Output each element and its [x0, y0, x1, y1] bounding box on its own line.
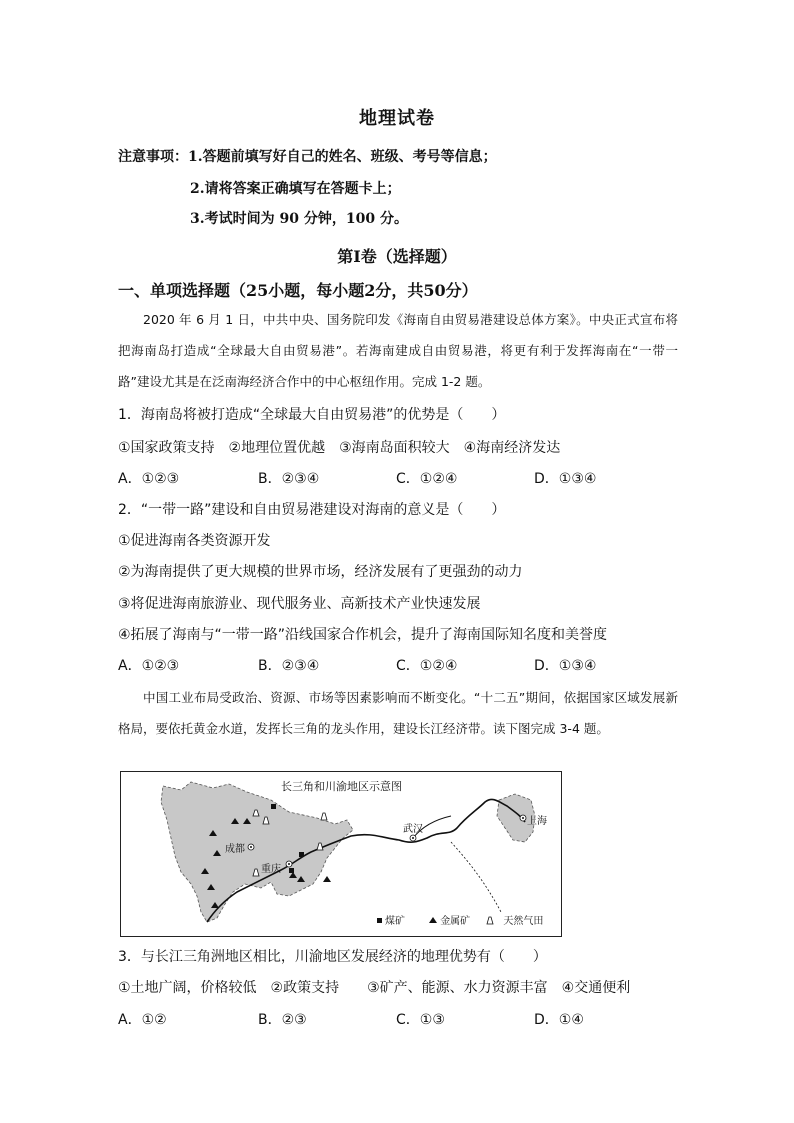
q2-item-1: ①促进海南各类资源开发: [118, 533, 271, 549]
chengdu-dot-center: [250, 846, 252, 848]
passage-1: [118, 304, 678, 397]
q1-option-a[interactable]: A．①②③: [118, 471, 180, 487]
coal-mark: [271, 804, 276, 809]
map-legend: [373, 912, 557, 927]
city-label-wuhan: 武汉: [403, 824, 423, 835]
q2-option-c[interactable]: C．①②④: [396, 658, 458, 674]
city-label-chengdu: 成都: [225, 844, 245, 855]
metal-ore-mark: [323, 876, 331, 882]
part-title: 一、单项选择题（25小题，每小题2分，共50分）: [118, 281, 478, 300]
notes-first-line: [118, 146, 497, 166]
coal-mark: [289, 868, 294, 873]
shanghai-dot-center: [522, 817, 524, 819]
legend-metal-label: 金属矿: [440, 916, 471, 927]
passage-2-text: 中国工业布局受政治、资源、市场等因素影响而不断变化。“十二五”期间，依据国家区域发展新格局，要依托黄金水道，发挥长三角的龙头作用，建设长江经济带。读下图完成 3-4 题。: [118, 690, 678, 736]
section-title: 第Ⅰ卷（选择题）: [337, 247, 457, 266]
q1-items: ①国家政策支持 ②地理位置优越 ③海南岛面积较大 ④海南经济发达: [118, 440, 561, 456]
q2-item-3: ③将促进海南旅游业、现代服务业、高新技术产业快速发展: [118, 596, 481, 612]
exam-title: 地理试卷: [359, 108, 435, 129]
q1-option-d[interactable]: D．①③④: [534, 471, 597, 487]
q3-option-b[interactable]: B．②③: [258, 1012, 307, 1028]
yangtze-map-figure: [120, 771, 562, 937]
gas-field-mark: [321, 813, 327, 820]
q2-option-a[interactable]: A．①②③: [118, 658, 180, 674]
q2-item-2: ②为海南提供了更大规模的世界市场，经济发展有了更强劲的动力: [118, 564, 523, 580]
passage-1-text: 2020 年 6 月 1 日，中共中央、国务院印发《海南自由贸易港建设总体方案》。中央正式宣布将把海南岛打造成“全球最大自由贸易港”。若海南建成自由贸易港，将更有利于发挥海南在“一带一路”建设尤其是在泛南海经济合作中的中心枢纽作用。完成 1-2 题。: [118, 312, 678, 389]
passage-2: [118, 682, 678, 744]
map-title: 长三角和川渝地区示意图: [281, 780, 402, 793]
wuhan-dot-center: [412, 837, 414, 839]
notes-item-3: 3.考试时间为 90 分钟，100 分。: [190, 211, 408, 227]
q3-items: ①土地广阔，价格较低 ②政策支持 ③矿产、能源、水力资源丰富 ④交通便利: [118, 980, 631, 996]
notes-label: 注意事项：: [118, 149, 188, 165]
q3-option-d[interactable]: D．①④: [534, 1012, 584, 1028]
q3-stem: 3．与长江三角洲地区相比，川渝地区发展经济的地理优势有（ ）: [118, 949, 547, 965]
q2-stem: 2．“一带一路”建设和自由贸易港建设对海南的意义是（ ）: [118, 502, 506, 518]
q1-option-b[interactable]: B．②③④: [258, 471, 320, 487]
south-boundary: [451, 842, 501, 912]
q3-option-a[interactable]: A．①②: [118, 1012, 167, 1028]
q2-option-d[interactable]: D．①③④: [534, 658, 597, 674]
legend-coal-label: 煤矿: [385, 916, 405, 927]
q2-item-4: ④拓展了海南与“一带一路”沿线国家合作机会，提升了海南国际知名度和美誉度: [118, 627, 608, 643]
legend-gas-label: 天然气田: [503, 916, 544, 927]
q3-option-c[interactable]: C．①③: [396, 1012, 445, 1028]
q2-option-b[interactable]: B．②③④: [258, 658, 320, 674]
chongqing-dot-center: [288, 863, 290, 865]
notes-item-1: 1.答题前填写好自己的姓名、班级、考号等信息；: [188, 149, 497, 165]
notes-item-2: 2.请将答案正确填写在答题卡上；: [190, 181, 401, 197]
coal-mark: [299, 852, 304, 857]
city-label-shanghai: 上海: [527, 816, 547, 827]
sichuan-chongqing-region: [161, 782, 353, 922]
city-label-chongqing: 重庆: [261, 864, 281, 875]
q1-stem: 1．海南岛将被打造成“全球最大自由贸易港”的优势是（ ）: [118, 407, 506, 423]
q1-option-c[interactable]: C．①②④: [396, 471, 458, 487]
